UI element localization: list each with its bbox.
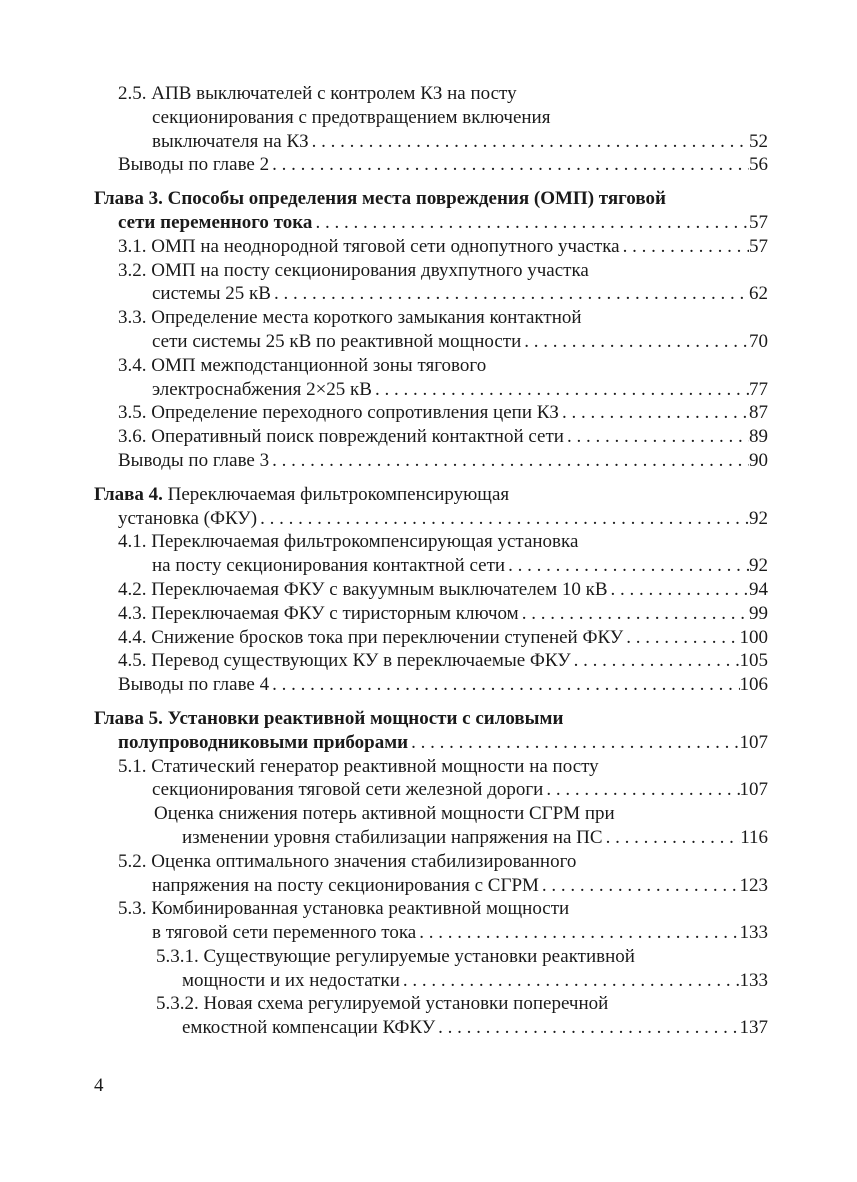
toc-text: 3.2. ОМП на посту секционирования двухпутного участка — [118, 259, 589, 281]
toc-entry — [94, 554, 768, 578]
dot-leader — [623, 626, 739, 650]
toc-page-number: 62 — [749, 283, 768, 305]
section-gap — [94, 177, 768, 187]
toc-line — [94, 755, 768, 779]
dot-leader — [309, 130, 749, 154]
toc-page-number: 57 — [749, 235, 768, 257]
chapter-title: Переключаемая фильтрокомпенсирующая — [162, 483, 510, 505]
toc-page-number: 92 — [749, 507, 768, 529]
toc-entry — [94, 921, 768, 945]
toc-text: 3.1. ОМП на неоднородной тяговой сети однопутного участка — [118, 235, 620, 257]
dot-leader — [408, 731, 739, 755]
toc-text: Глава 5. Установки реактивной мощности с силовыми — [94, 707, 564, 729]
toc-page-number: 52 — [749, 130, 768, 152]
table-of-contents — [94, 82, 768, 1040]
toc-text: установка (ФКУ) — [118, 507, 258, 529]
toc-text: 5.1. Статический генератор реактивной мощности на посту — [118, 755, 599, 777]
toc-line — [94, 187, 768, 211]
toc-line — [94, 259, 768, 283]
toc-text: электроснабжения 2×25 кВ — [152, 378, 372, 400]
toc-text: сети системы 25 кВ по реактивной мощности — [152, 330, 522, 352]
toc-text: сети переменного тока — [118, 211, 313, 233]
toc-entry — [94, 1016, 768, 1040]
dot-leader — [603, 826, 741, 850]
toc-page-number: 92 — [749, 555, 768, 577]
toc-text: 4.2. Переключаемая ФКУ с вакуумным выключателем 10 кВ — [118, 578, 608, 600]
toc-page-number: 77 — [749, 378, 768, 400]
toc-line — [94, 483, 768, 507]
dot-leader — [505, 554, 749, 578]
toc-entry — [94, 211, 768, 235]
dot-leader — [372, 378, 749, 402]
toc-text: Выводы по главе 2 — [118, 154, 270, 176]
toc-entry — [94, 778, 768, 802]
section-gap — [94, 473, 768, 483]
toc-text: Глава 3. Способы определения места повреждения (ОМП) тяговой — [94, 188, 666, 210]
dot-leader — [269, 153, 749, 177]
dot-leader — [559, 401, 749, 425]
chapter-label: Глава 4. — [94, 483, 163, 505]
toc-entry — [94, 130, 768, 154]
toc-entry — [94, 626, 768, 650]
toc-entry — [94, 449, 768, 473]
toc-entry — [94, 507, 768, 531]
toc-entry — [94, 330, 768, 354]
dot-leader — [257, 507, 749, 531]
toc-line — [94, 106, 768, 130]
dot-leader — [416, 921, 739, 945]
toc-text: секционирования тяговой сети железной дороги — [152, 779, 544, 801]
toc-page-number: 87 — [749, 402, 768, 424]
toc-line — [94, 802, 768, 826]
toc-page-number: 137 — [739, 1017, 768, 1039]
toc-line — [94, 82, 768, 106]
toc-entry — [94, 282, 768, 306]
toc-text: 3.3. Определение места короткого замыкания контактной — [118, 307, 582, 329]
toc-text: системы 25 кВ — [152, 283, 271, 305]
section-gap — [94, 697, 768, 707]
toc-entry — [94, 673, 768, 697]
toc-text: 5.2. Оценка оптимального значения стабилизированного — [118, 850, 577, 872]
dot-leader — [312, 211, 749, 235]
dot-leader — [521, 330, 749, 354]
dot-leader — [519, 602, 749, 626]
toc-text: Выводы по главе 4 — [118, 674, 270, 696]
dot-leader — [435, 1016, 739, 1040]
toc-page-number: 70 — [749, 330, 768, 352]
toc-page-number: 106 — [739, 674, 768, 696]
toc-entry — [94, 649, 768, 673]
toc-entry — [94, 235, 768, 259]
toc-page-number: 94 — [749, 578, 768, 600]
toc-entry — [94, 378, 768, 402]
toc-page-number: 56 — [749, 154, 768, 176]
dot-leader — [620, 235, 749, 259]
toc-page-number: 99 — [749, 602, 768, 624]
toc-text: 4.1. Переключаемая фильтрокомпенсирующая установка — [118, 531, 579, 553]
toc-line — [94, 897, 768, 921]
toc-page-number: 57 — [749, 211, 768, 233]
toc-line — [94, 945, 768, 969]
dot-leader — [543, 778, 739, 802]
dot-leader — [269, 673, 739, 697]
toc-line — [94, 354, 768, 378]
toc-page-number: 133 — [739, 969, 768, 991]
toc-text: выключателя на КЗ — [152, 130, 309, 152]
toc-text: 4.4. Снижение бросков тока при переключении ступеней ФКУ — [118, 626, 624, 648]
toc-text: изменении уровня стабилизации напряжения на ПС — [182, 826, 603, 848]
dot-leader — [269, 449, 749, 473]
page-number: 4 — [94, 1075, 104, 1096]
dot-leader — [539, 874, 740, 898]
toc-text: 5.3. Комбинированная установка реактивной мощности — [118, 898, 570, 920]
toc-entry — [94, 731, 768, 755]
toc-text: емкостной компенсации КФКУ — [182, 1017, 436, 1039]
toc-text: 5.3.2. Новая схема регулируемой установки поперечной — [156, 993, 609, 1015]
toc-page-number: 116 — [740, 826, 768, 848]
toc-text: на посту секционирования контактной сети — [152, 555, 506, 577]
dot-leader — [571, 649, 740, 673]
toc-line — [94, 707, 768, 731]
toc-page-number: 100 — [739, 626, 768, 648]
toc-text: 3.4. ОМП межподстанционной зоны тягового — [118, 354, 487, 376]
dot-leader — [564, 425, 749, 449]
toc-text: Выводы по главе 3 — [118, 449, 270, 471]
toc-text: напряжения на посту секционирования с СГРМ — [152, 874, 539, 896]
toc-text: секционирования с предотвращением включения — [152, 106, 551, 128]
toc-text: полупроводниковыми приборами — [118, 731, 409, 753]
toc-entry — [94, 874, 768, 898]
toc-text: мощности и их недостатки — [182, 969, 400, 991]
toc-page-number: 105 — [739, 650, 768, 672]
dot-leader — [608, 578, 749, 602]
toc-entry — [94, 153, 768, 177]
toc-entry — [94, 425, 768, 449]
toc-page-number: 133 — [739, 922, 768, 944]
toc-page-number: 107 — [739, 731, 768, 753]
dot-leader — [271, 282, 749, 306]
toc-line — [94, 850, 768, 874]
toc-page-number: 123 — [739, 874, 768, 896]
toc-page-number: 89 — [749, 426, 768, 448]
toc-text: 2.5. АПВ выключателей с контролем КЗ на посту — [118, 83, 517, 104]
toc-line — [94, 530, 768, 554]
toc-entry — [94, 602, 768, 626]
toc-page-number: 90 — [749, 449, 768, 471]
toc-entry — [94, 578, 768, 602]
toc-line — [94, 306, 768, 330]
toc-line — [94, 992, 768, 1016]
toc-page-number: 107 — [739, 779, 768, 801]
dot-leader — [400, 969, 740, 993]
toc-text: Оценка снижения потерь активной мощности СГРМ при — [154, 803, 615, 825]
toc-entry — [94, 401, 768, 425]
toc-entry — [94, 826, 768, 850]
toc-text: 4.3. Переключаемая ФКУ с тиристорным ключом — [118, 602, 519, 624]
toc-text: 3.6. Оперативный поиск повреждений контактной сети — [118, 426, 564, 448]
toc-text — [94, 483, 509, 507]
toc-text: 5.3.1. Существующие регулируемые установки реактивной — [156, 945, 635, 967]
toc-text: 4.5. Перевод существующих КУ в переключаемые ФКУ — [118, 650, 571, 672]
toc-text: в тяговой сети переменного тока — [152, 922, 417, 944]
toc-entry — [94, 969, 768, 993]
toc-text: 3.5. Определение переходного сопротивления цепи КЗ — [118, 402, 559, 424]
